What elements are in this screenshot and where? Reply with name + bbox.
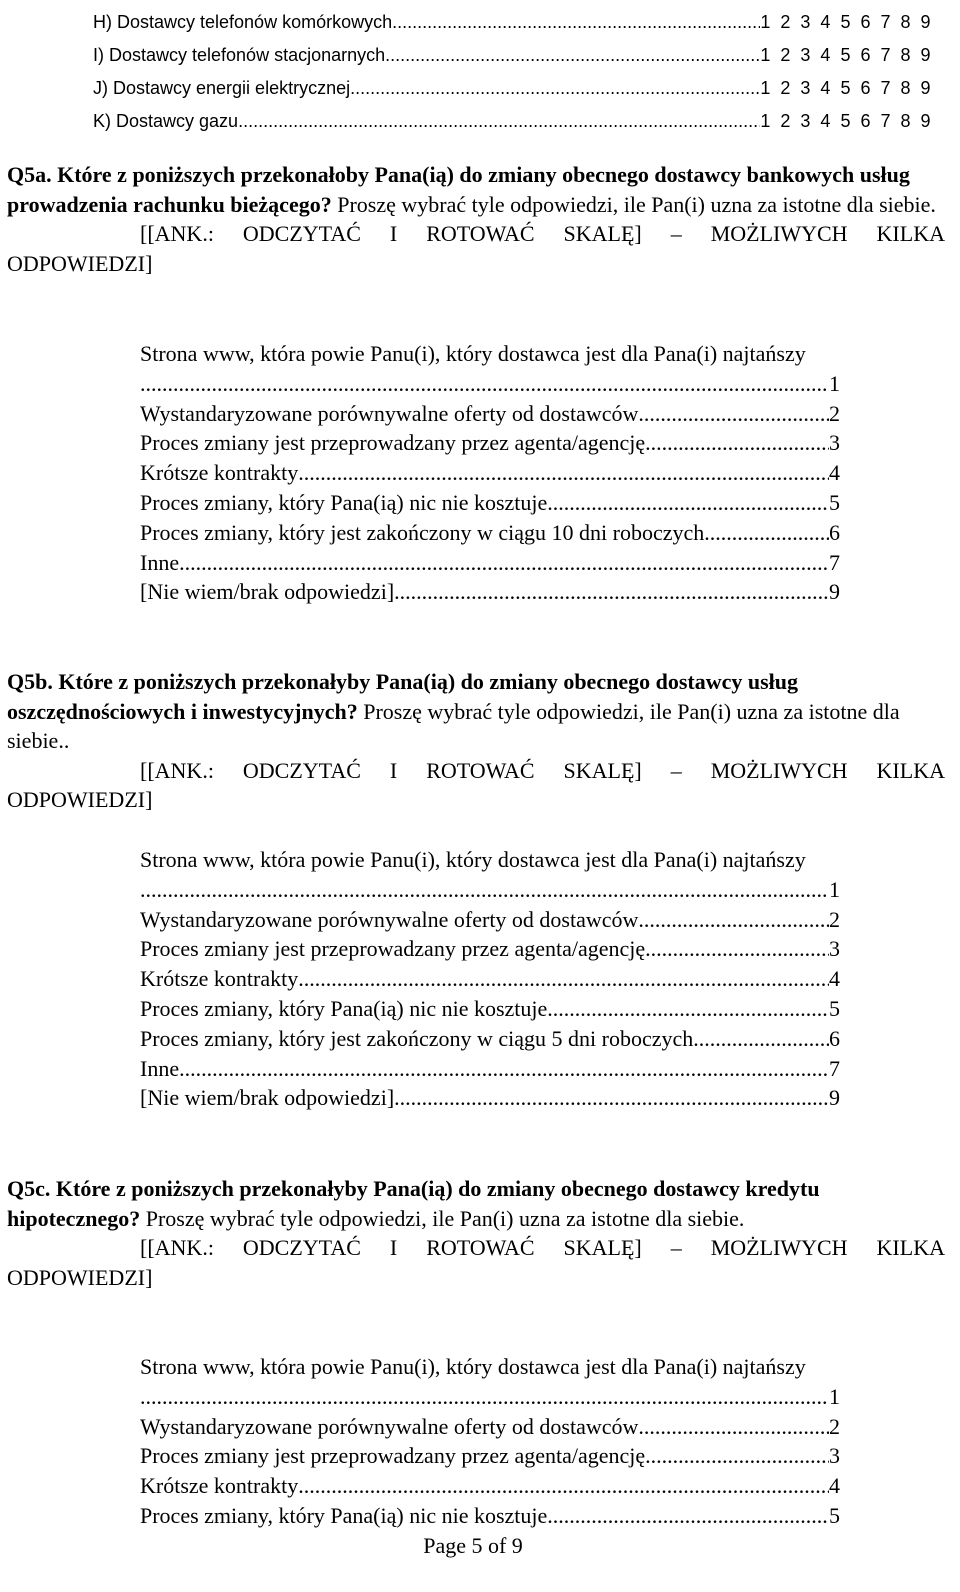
answer-option <box>140 905 840 935</box>
instruction-word: KILKA <box>876 757 945 783</box>
interviewer-instruction <box>140 219 945 249</box>
instruction-word: KILKA <box>876 221 945 246</box>
question-prompt: Proszę wybrać tyle odpowiedzi, ile Pan(i) uzna za istotne dla siebie.. <box>7 698 900 753</box>
leader-dots <box>704 518 829 548</box>
answer-option <box>140 458 840 488</box>
question-text <box>7 160 945 219</box>
answer-option-label: Proces zmiany, który Pana(ią) nic nie kosztuje <box>140 1502 548 1528</box>
answer-option-label: Krótsze kontrakty <box>140 966 299 992</box>
answer-code: 1 <box>829 876 840 902</box>
answer-option <box>140 934 840 964</box>
answer-option-label: Proces zmiany jest przeprowadzany przez agenta/agencję <box>140 430 646 456</box>
provider-row <box>93 33 933 66</box>
answer-option <box>140 577 840 607</box>
leader-dots <box>179 548 829 578</box>
leader-dots <box>179 1054 829 1084</box>
answer-option-label: Krótsze kontrakty <box>140 460 299 486</box>
answer-code: 1 <box>829 370 840 396</box>
instruction-word: I <box>389 757 398 783</box>
provider-scale-list <box>93 0 933 132</box>
answer-code: 6 <box>829 519 840 545</box>
provider-row <box>93 66 933 99</box>
answer-list-q5a <box>140 339 944 607</box>
interviewer-instruction <box>140 756 945 786</box>
leader-dots <box>140 1382 829 1412</box>
leader-dots <box>238 111 760 132</box>
answer-code: 1 <box>829 1383 840 1409</box>
answer-option <box>140 1054 840 1084</box>
question-q5b <box>7 667 945 815</box>
answer-option-label: Proces zmiany jest przeprowadzany przez agenta/agencję <box>140 936 646 962</box>
answer-option <box>140 518 840 548</box>
instruction-word: SKALĘ] <box>563 221 642 246</box>
question-prompt: Proszę wybrać tyle odpowiedzi, ile Pan(i) uzna za istotne dla siebie. <box>140 1205 745 1231</box>
answer-code: 4 <box>829 460 840 486</box>
provider-scale: 1 2 3 4 5 6 7 8 9 <box>760 12 933 32</box>
instruction-word: [[ANK.: <box>140 757 214 783</box>
provider-label: H) Dostawcy telefonów komórkowych <box>93 12 393 32</box>
answer-option <box>140 1083 840 1113</box>
question-q5a <box>7 160 945 278</box>
answer-code: 3 <box>829 1443 840 1469</box>
instruction-word: I <box>389 221 398 246</box>
instruction-line2: ODPOWIEDZI] <box>7 250 153 276</box>
leader-dots <box>392 12 760 33</box>
leader-dots <box>298 458 829 488</box>
answer-option <box>140 399 840 429</box>
answer-option <box>140 428 840 458</box>
instruction-word: ODCZYTAĆ <box>242 221 361 246</box>
provider-row <box>93 99 933 132</box>
answer-option-label: Krótsze kontrakty <box>140 1473 299 1499</box>
answer-code: 7 <box>829 1055 840 1081</box>
leader-dots <box>547 1501 829 1531</box>
leader-dots <box>638 905 829 935</box>
leader-dots <box>350 78 760 99</box>
leader-dots <box>645 934 829 964</box>
answer-code: 2 <box>829 906 840 932</box>
answer-option-label: Proces zmiany, który jest zakończony w ciągu 10 dni roboczych <box>140 519 705 545</box>
leader-dots <box>693 1024 829 1054</box>
instruction-word: – <box>670 757 682 783</box>
leader-dots <box>638 399 829 429</box>
provider-scale: 1 2 3 4 5 6 7 8 9 <box>760 45 933 65</box>
answer-code: 6 <box>829 1025 840 1051</box>
provider-label: J) Dostawcy energii elektrycznej <box>93 78 351 98</box>
provider-scale: 1 2 3 4 5 6 7 8 9 <box>760 111 933 131</box>
question-q5c <box>7 1174 945 1292</box>
answer-code: 7 <box>829 549 840 575</box>
answer-option <box>140 488 840 518</box>
instruction-line2: ODPOWIEDZI] <box>7 787 153 812</box>
answer-option <box>140 964 840 994</box>
answer-option-label: Proces zmiany, który Pana(ią) nic nie kosztuje <box>140 995 548 1021</box>
answer-code: 5 <box>829 995 840 1021</box>
answer-code: 5 <box>829 1502 840 1528</box>
answer-option-label: Wystandaryzowane porównywalne oferty od dostawców <box>140 906 639 932</box>
answer-option-label: Strona www, która powie Panu(i), który dostawca jest dla Pana(i) najtańszy <box>140 341 806 366</box>
instruction-word: ROTOWAĆ <box>426 1235 535 1260</box>
instruction-word: [[ANK.: <box>140 221 214 246</box>
answer-option <box>140 1471 840 1501</box>
provider-row <box>93 0 933 33</box>
leader-dots <box>645 1441 829 1471</box>
answer-code: 2 <box>829 1413 840 1439</box>
answer-code: 5 <box>829 489 840 515</box>
instruction-word: I <box>389 1235 398 1260</box>
leader-dots <box>385 45 760 66</box>
answer-option-label: Proces zmiany, który jest zakończony w ciągu 5 dni roboczych <box>140 1025 694 1051</box>
leader-dots <box>140 875 829 905</box>
answer-code: 4 <box>829 966 840 992</box>
question-title: Q5b. Które z poniższych przekonałyby Pana(ią) do zmiany obecnego dostawcy usług oszczędnościowych i inwestycyjnych? <box>7 669 799 724</box>
question-prompt: Proszę wybrać tyle odpowiedzi, ile Pan(i) uzna za istotne dla siebie. <box>331 191 936 217</box>
answer-option-label: Inne <box>140 1055 180 1081</box>
leader-dots <box>140 369 829 399</box>
instruction-word: MOŻLIWYCH <box>710 757 848 783</box>
answer-code: 4 <box>829 1473 840 1499</box>
instruction-word: ROTOWAĆ <box>426 221 535 246</box>
answer-code: 2 <box>829 400 840 426</box>
page-number: Page 5 of 9 <box>423 1533 523 1558</box>
answer-option-code-line <box>140 875 840 905</box>
answer-code: 9 <box>829 579 840 605</box>
answer-option <box>140 548 840 578</box>
instruction-word: KILKA <box>876 1235 945 1260</box>
provider-scale: 1 2 3 4 5 6 7 8 9 <box>760 78 933 98</box>
answer-option-label: Proces zmiany jest przeprowadzany przez agenta/agencję <box>140 1443 646 1469</box>
answer-option <box>140 1412 840 1442</box>
leader-dots <box>394 1083 829 1113</box>
answer-option-label: Strona www, która powie Panu(i), który dostawca jest dla Pana(i) najtańszy <box>140 1354 806 1379</box>
leader-dots <box>638 1412 829 1442</box>
provider-label: I) Dostawcy telefonów stacjonarnych <box>93 45 386 65</box>
answer-option-code-line <box>140 369 840 399</box>
interviewer-instruction <box>140 1233 945 1263</box>
answer-option-label: Wystandaryzowane porównywalne oferty od dostawców <box>140 400 639 426</box>
answer-option-label: [Nie wiem/brak odpowiedzi] <box>140 579 395 605</box>
leader-dots <box>547 488 829 518</box>
answer-list-q5c <box>140 1352 944 1531</box>
answer-option-label: Proces zmiany, który Pana(ią) nic nie kosztuje <box>140 489 548 515</box>
leader-dots <box>645 428 829 458</box>
instruction-word: ODCZYTAĆ <box>242 757 361 783</box>
answer-option-label: Inne <box>140 549 180 575</box>
instruction-word: SKALĘ] <box>563 757 642 783</box>
question-title: Q5c. Które z poniższych przekonałyby Pana(ią) do zmiany obecnego dostawcy kredytu hipotecznego? <box>7 1176 820 1231</box>
leader-dots <box>547 994 829 1024</box>
instruction-word: [[ANK.: <box>140 1235 214 1260</box>
instruction-word: ODCZYTAĆ <box>242 1235 361 1260</box>
answer-code: 3 <box>829 936 840 962</box>
question-title: Q5a. Które z poniższych przekonałoby Pana(ią) do zmiany obecnego dostawcy bankowych usług prowadzenia rachunku bieżącego? <box>7 162 910 217</box>
answer-option <box>140 1441 840 1471</box>
answer-option-code-line <box>140 1382 840 1412</box>
answer-list-q5b <box>140 845 944 1113</box>
leader-dots <box>298 964 829 994</box>
answer-option <box>140 1024 840 1054</box>
leader-dots <box>394 577 829 607</box>
answer-option <box>140 1501 840 1531</box>
answer-option-label: Strona www, która powie Panu(i), który dostawca jest dla Pana(i) najtańszy <box>140 847 806 872</box>
instruction-line2: ODPOWIEDZI] <box>7 1264 153 1290</box>
instruction-word: – <box>670 1235 682 1260</box>
question-text <box>7 667 945 756</box>
answer-code: 9 <box>829 1085 840 1111</box>
instruction-word: SKALĘ] <box>563 1235 642 1260</box>
instruction-word: ROTOWAĆ <box>426 757 535 783</box>
instruction-word: – <box>670 221 682 246</box>
leader-dots <box>298 1471 829 1501</box>
answer-option <box>140 994 840 1024</box>
question-text <box>7 1174 945 1233</box>
instruction-word: MOŻLIWYCH <box>710 221 848 246</box>
answer-code: 3 <box>829 430 840 456</box>
provider-label: K) Dostawcy gazu <box>93 111 239 131</box>
answer-option-label: [Nie wiem/brak odpowiedzi] <box>140 1085 395 1111</box>
answer-option-label: Wystandaryzowane porównywalne oferty od dostawców <box>140 1413 639 1439</box>
instruction-word: MOŻLIWYCH <box>710 1235 848 1260</box>
